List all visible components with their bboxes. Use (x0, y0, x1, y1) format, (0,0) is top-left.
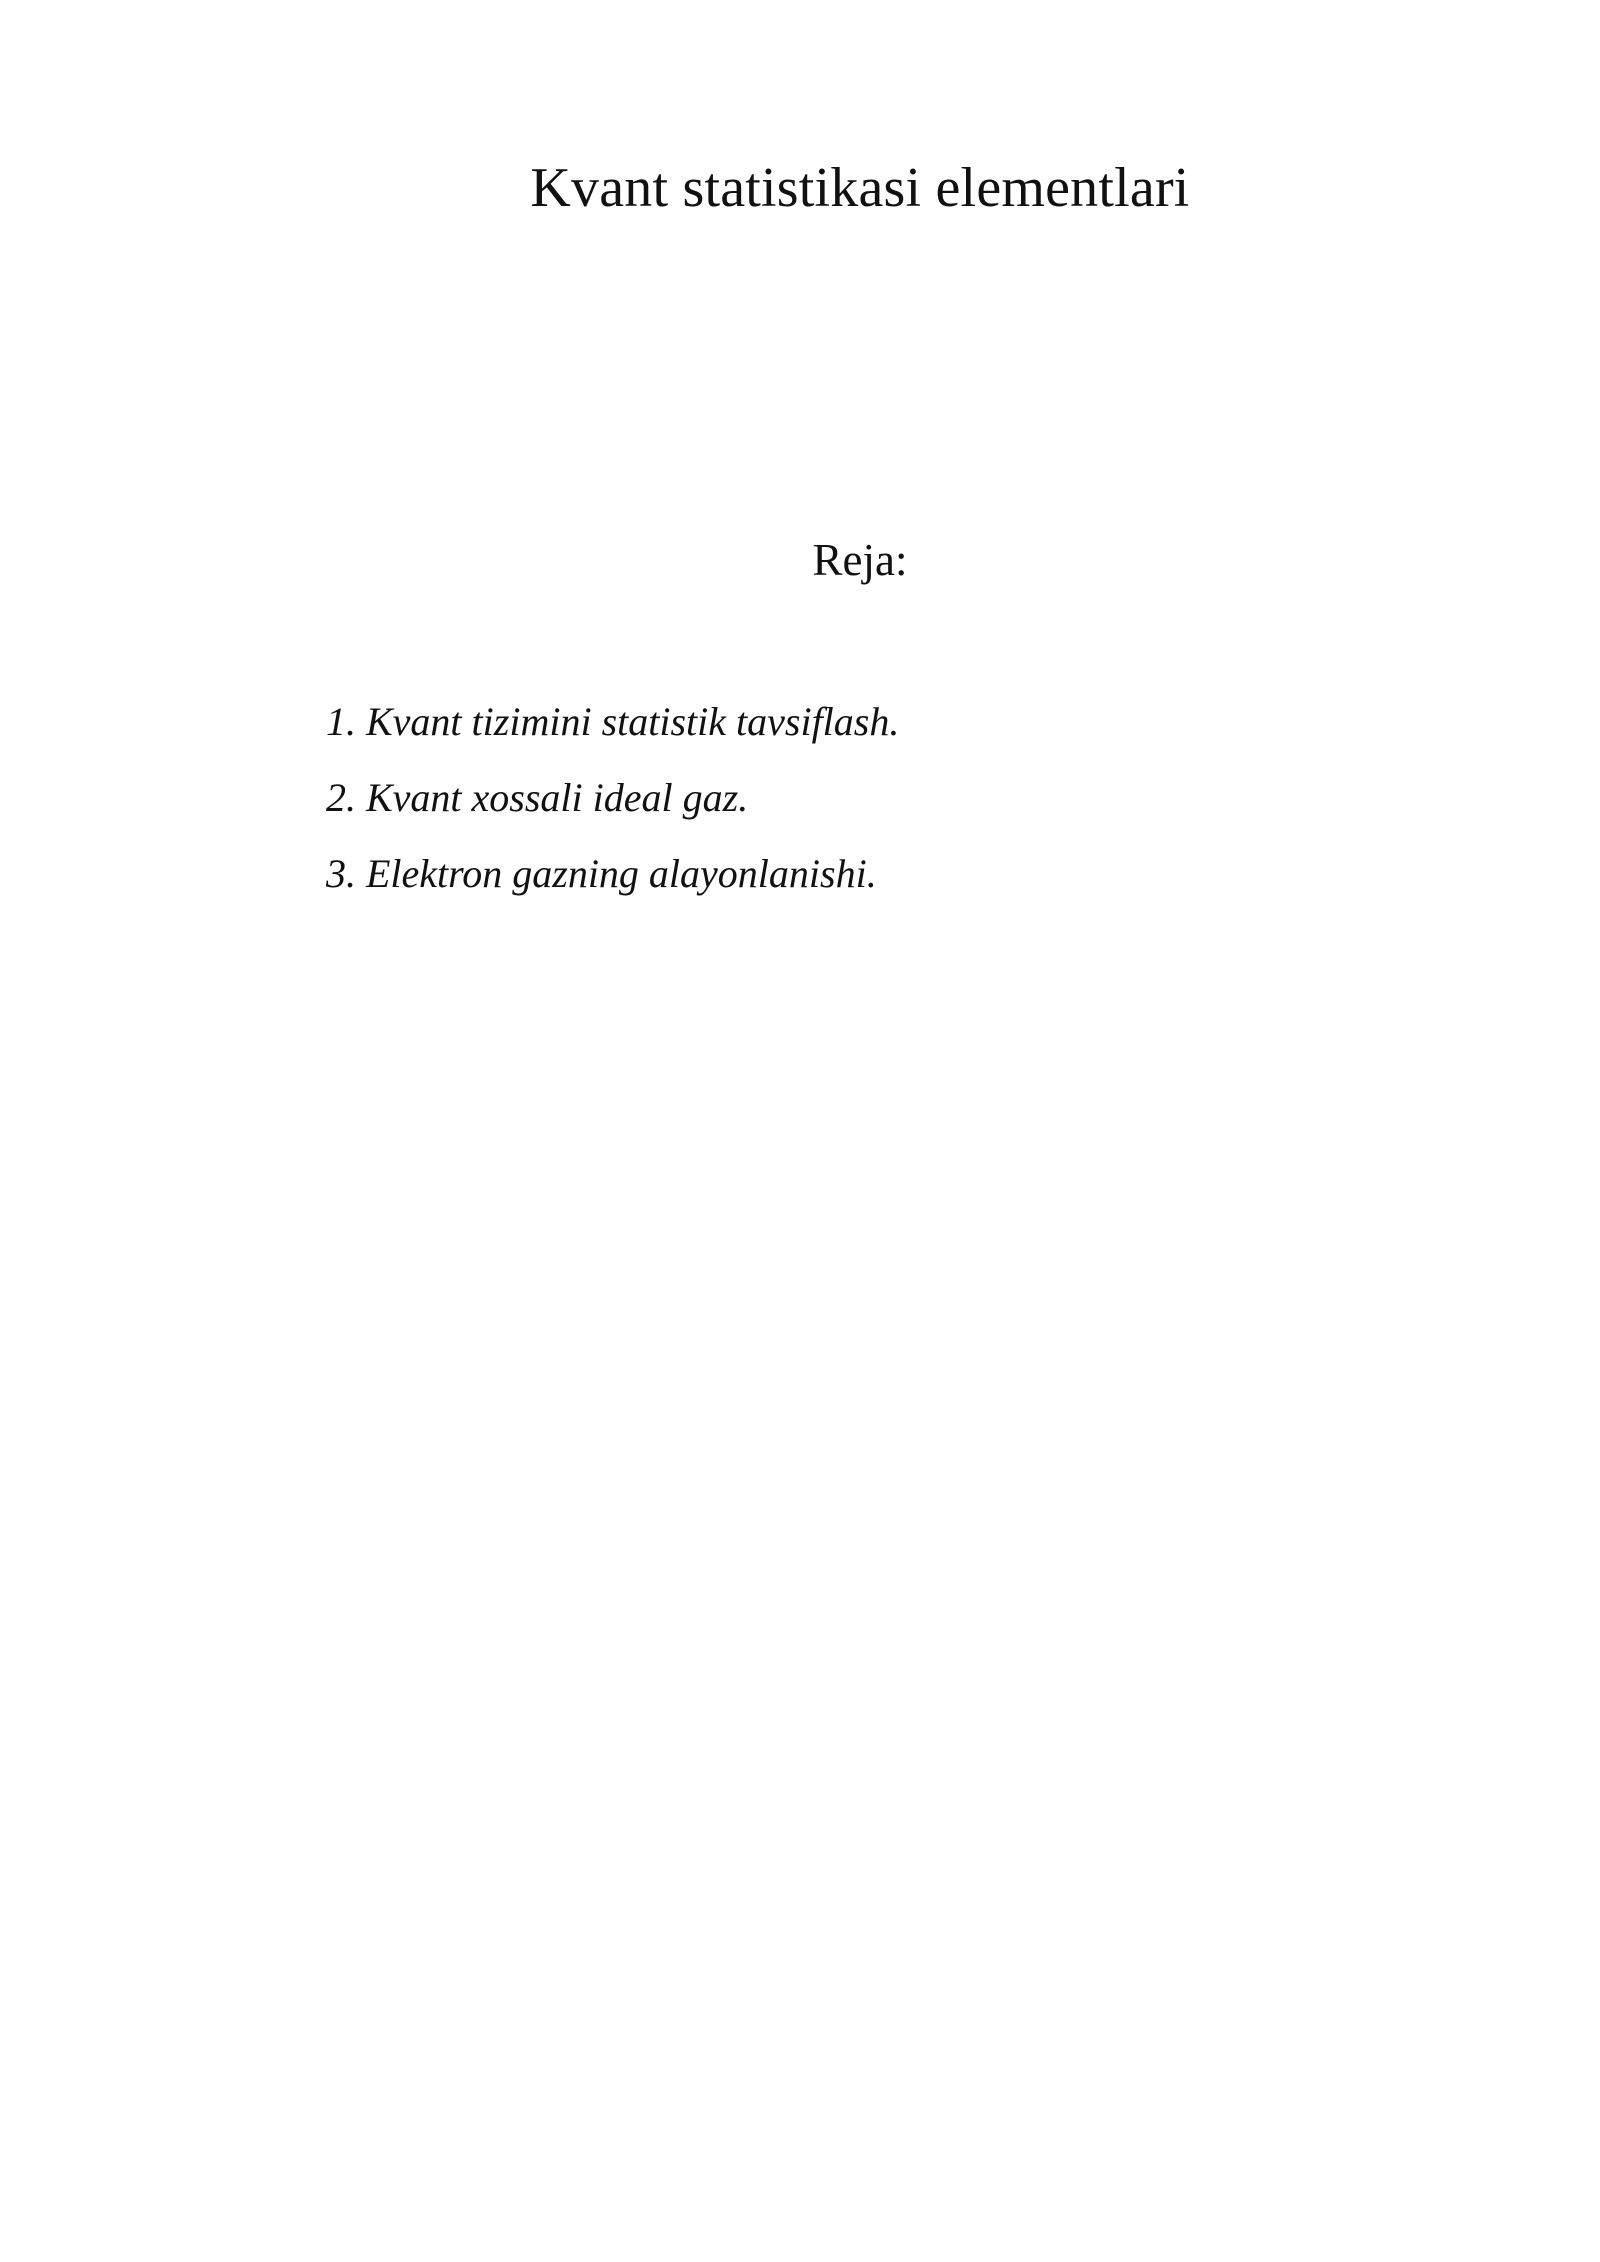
plan-item-2: 2. Kvant xossali ideal gaz. (326, 775, 749, 820)
page-title: Kvant statistikasi elementlari (530, 157, 1190, 219)
plan-list (326, 696, 899, 924)
plan-item-3: 3. Elektron gazning alayonlanishi. (326, 851, 877, 896)
plan-heading: Reja: (812, 535, 908, 585)
plan-item-1: 1. Kvant tizimini statistik tavsiflash. (326, 699, 900, 744)
